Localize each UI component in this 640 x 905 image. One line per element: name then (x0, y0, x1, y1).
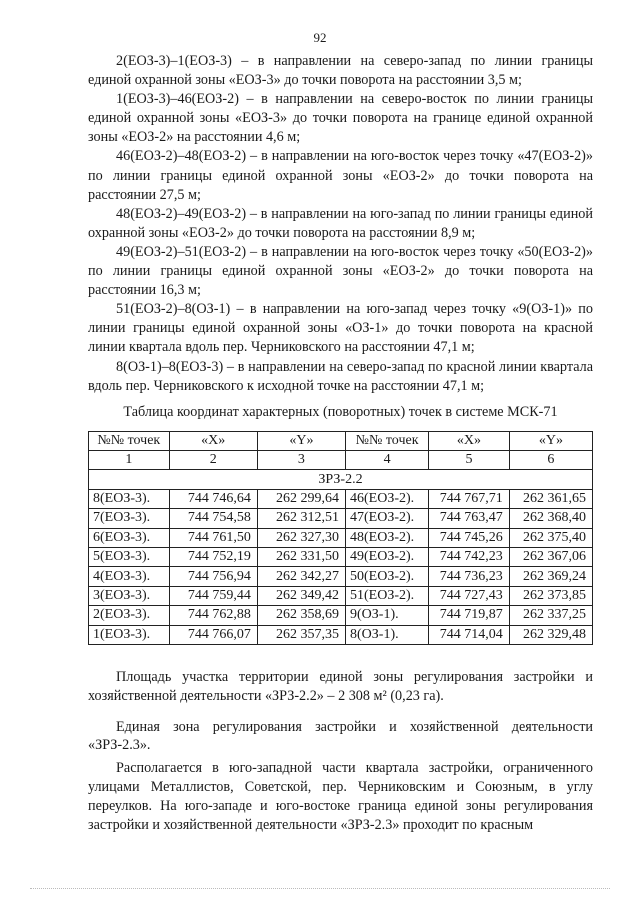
column-number: 2 (169, 451, 257, 470)
table-cell: 8(ЕОЗ-3). (89, 489, 170, 508)
table-cell: 7(ЕОЗ-3). (89, 509, 170, 528)
table-cell: 262 358,69 (257, 606, 345, 625)
table-cell: 6(ЕОЗ-3). (89, 528, 170, 547)
table-cell: 744 736,23 (429, 567, 510, 586)
table-cell: 262 331,50 (257, 548, 345, 567)
column-number: 6 (509, 451, 592, 470)
table-cell: 8(ОЗ-1). (346, 625, 429, 644)
boundary-paragraph: 46(ЕОЗ-2)–48(ЕОЗ-2) – в направлении на юго-восток через точку «47(ЕОЗ-2)» по линии границы единой охранной зоны «ЕОЗ-2» до точки поворота на расстоянии 27,5 м; (88, 148, 593, 203)
table-cell: 3(ЕОЗ-3). (89, 586, 170, 605)
table-cell: 262 369,24 (509, 567, 592, 586)
table-cell: 262 367,06 (509, 548, 592, 567)
table-cell: 744 727,43 (429, 586, 510, 605)
table-cell: 262 342,27 (257, 567, 345, 586)
table-cell: 744 714,04 (429, 625, 510, 644)
column-header: №№ точек (346, 431, 429, 450)
table-cell: 744 752,19 (169, 548, 257, 567)
table-cell: 744 766,07 (169, 625, 257, 644)
area-paragraph: Площадь участка территории единой зоны регулирования застройки и хозяйственной деятельности «ЗРЗ-2.2» – 2 308 м² (0,23 га). (88, 668, 593, 704)
table-cell: 744 742,23 (429, 548, 510, 567)
column-header: «X» (169, 431, 257, 450)
table-row (89, 567, 593, 586)
boundary-paragraph: 2(ЕОЗ-3)–1(ЕОЗ-3) – в направлении на северо-запад по линии границы единой охранной зоны «ЕОЗ-3» до точки поворота на расстоянии 3,5 м; (88, 53, 593, 89)
table-row (89, 548, 593, 567)
table-cell: 744 759,44 (169, 586, 257, 605)
table-cell: 744 719,87 (429, 606, 510, 625)
table-row (89, 528, 593, 547)
table-cell: 744 761,50 (169, 528, 257, 547)
table-row (89, 586, 593, 605)
scan-edge-artifact (30, 888, 610, 891)
table-cell: 262 327,30 (257, 528, 345, 547)
table-cell: 262 357,35 (257, 625, 345, 644)
boundary-paragraph: 51(ЕОЗ-2)–8(ОЗ-1) – в направлении на юго-запад через точку «9(ОЗ-1)» по линии границы единой охранной зоны «ОЗ-1» до точки поворота на красной линии квартала вдоль пер. Черниковского на расстоянии 47,1 м; (88, 301, 593, 356)
column-header: «Y» (257, 431, 345, 450)
table-cell: 262 373,85 (509, 586, 592, 605)
coordinates-table (88, 431, 593, 645)
boundary-paragraph: 48(ЕОЗ-2)–49(ЕОЗ-2) – в направлении на юго-запад по линии границы единой охранной зоны «ЕОЗ-2» до точки поворота на расстоянии 8,9 м; (88, 205, 593, 241)
table-cell: 744 754,58 (169, 509, 257, 528)
column-header: «Y» (509, 431, 592, 450)
table-cell: 262 329,48 (509, 625, 592, 644)
table-cell: 262 299,64 (257, 489, 345, 508)
boundary-paragraph: 8(ОЗ-1)–8(ЕОЗ-3) – в направлении на северо-запад по красной линии квартала вдоль пер. Черниковского к исходной точке на расстоянии 47,1 м; (88, 358, 593, 394)
column-number: 3 (257, 451, 345, 470)
table-body (89, 489, 593, 644)
column-number-row (89, 451, 593, 470)
column-header: «X» (429, 431, 510, 450)
table-cell: 744 745,26 (429, 528, 510, 547)
table-cell: 744 746,64 (169, 489, 257, 508)
table-row (89, 489, 593, 508)
table-cell: 47(ЕОЗ-2). (346, 509, 429, 528)
boundary-paragraph: 49(ЕОЗ-2)–51(ЕОЗ-2) – в направлении на юго-восток через точку «50(ЕОЗ-2)» по линии границы единой охранной зоны «ЕОЗ-2» до точки поворота на расстоянии 16,3 м; (88, 243, 593, 299)
column-number: 5 (429, 451, 510, 470)
table-cell: 4(ЕОЗ-3). (89, 567, 170, 586)
table-cell: 49(ЕОЗ-2). (346, 548, 429, 567)
table-cell: 48(ЕОЗ-2). (346, 528, 429, 547)
table-row (89, 509, 593, 528)
table-cell: 744 762,88 (169, 606, 257, 625)
section-title: ЗРЗ-2.2 (89, 470, 593, 489)
table-cell: 262 368,40 (509, 509, 592, 528)
table-cell: 262 361,65 (509, 489, 592, 508)
table-cell: 262 375,40 (509, 528, 592, 547)
table-cell: 2(ЕОЗ-3). (89, 606, 170, 625)
table-cell: 262 349,42 (257, 586, 345, 605)
table-cell: 46(ЕОЗ-2). (346, 489, 429, 508)
page-content (88, 52, 593, 834)
table-row (89, 606, 593, 625)
table-cell: 262 312,51 (257, 509, 345, 528)
table-header-row (89, 431, 593, 450)
section-title-row (89, 470, 593, 489)
location-paragraph: Располагается в юго-западной части квартала застройки, ограниченного улицами Металлистов, Советской, пер. Черниковским и Союзным, в углу переулков. На юго-западе и юго-востоке граница единой зоны регулирования застройки и хозяйственной деятельности «ЗРЗ-2.3» проходит по красным (88, 760, 593, 833)
table-cell: 744 756,94 (169, 567, 257, 586)
table-cell: 9(ОЗ-1). (346, 606, 429, 625)
table-caption: Таблица координат характерных (поворотных) точек в системе МСК-71 (123, 403, 558, 420)
table-cell: 50(ЕОЗ-2). (346, 567, 429, 586)
table-cell: 5(ЕОЗ-3). (89, 548, 170, 567)
table-cell: 262 337,25 (509, 606, 592, 625)
table-row (89, 625, 593, 644)
page-number: 92 (313, 30, 327, 45)
column-header: №№ точек (89, 431, 170, 450)
table-cell: 744 763,47 (429, 509, 510, 528)
table-cell: 744 767,71 (429, 489, 510, 508)
column-number: 1 (89, 451, 170, 470)
table-cell: 51(ЕОЗ-2). (346, 586, 429, 605)
boundary-paragraph: 1(ЕОЗ-3)–46(ЕОЗ-2) – в направлении на северо-восток по линии границы единой охранной зоны «ЕОЗ-3» до точки поворота на границе единой охранной зоны «ЕОЗ-2» на расстоянии 4,6 м; (88, 91, 593, 146)
zone-heading: Единая зона регулирования застройки и хозяйственной деятельности «ЗРЗ-2.3». (88, 718, 593, 754)
table-cell: 1(ЕОЗ-3). (89, 625, 170, 644)
column-number: 4 (346, 451, 429, 470)
